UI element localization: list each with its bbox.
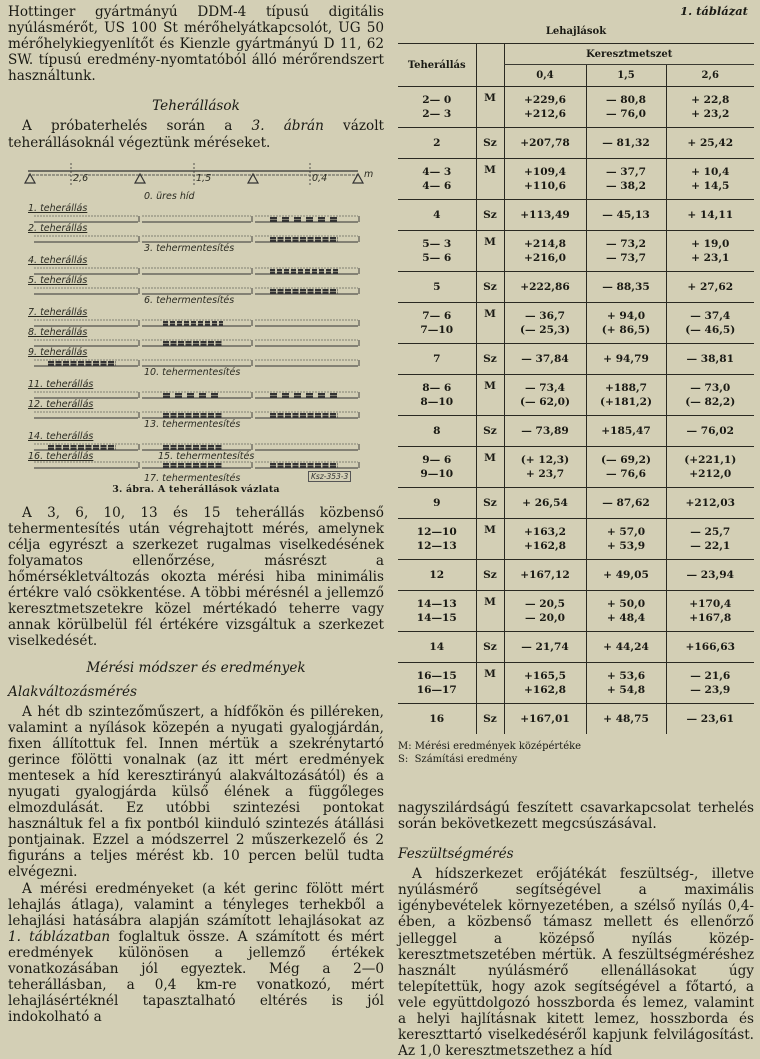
value: +162,8 [523,684,567,696]
cell-calculated-value: +185,47 [586,416,666,447]
load-position: 16—17 [416,684,457,696]
load-position: 7—10 [420,324,454,336]
header-col-1-5: 1,5 [586,65,666,87]
value: — 21,6 [690,670,731,682]
section-label: 0,4 [312,172,328,184]
unloading-label: 0. üres híd [144,190,195,202]
value: + 53,9 [606,540,646,552]
cell-measured-value [586,87,666,128]
cell-calculated-value: + 44,24 [586,632,666,663]
load-position: 14—13 [416,598,457,610]
cell-measured-value [666,663,754,704]
load-position: 16—15 [416,670,457,682]
cell-calculated-value: — 37,84 [504,344,586,375]
cell-calculated-value: +167,12 [504,560,586,591]
value: + 48,4 [606,612,646,624]
value: — 73,2 [605,238,647,250]
text-run: A mérési eredményeket (a két gerinc fölött mért lehajlás átlaga), valamint a tényleges terhekből a lehajlási hatásábra alapján számított lehajlásokat az [8,880,384,929]
table-row-measured [398,375,754,416]
cell-measured-value [586,159,666,200]
load-position-label: 4. teherállás [28,254,88,266]
value: + 53,6 [606,670,646,682]
value: +163,2 [523,526,567,538]
cell-type: Sz [476,272,504,303]
unit-label: m [364,168,374,180]
value: +110,6 [523,180,567,192]
value: — 37,7 [605,166,647,178]
figure-caption: 3. ábra. A teherállások vázlata [112,483,280,495]
cell-measured-value [504,87,586,128]
value: (+181,2) [599,396,653,408]
cell-load-positions [398,591,476,632]
unloading-label: 6. tehermentesítés [144,294,235,306]
table-body [398,87,754,735]
value: +109,4 [523,166,567,178]
cell-load-position: 4 [433,209,441,221]
cell-measured-value [666,87,754,128]
cell-load-position: 16 [429,713,445,725]
note-s: S: Számítási eredmény [398,754,518,765]
cell-calculated-value: +167,01 [504,704,586,735]
load-position-label: 16. teherállás [28,450,94,462]
table-row-calculated [398,344,754,375]
cell-measured-value [504,375,586,416]
cell-measured-value [504,591,586,632]
cell-load-position: 7 [433,353,441,365]
cell-calculated-value: +113,49 [504,200,586,231]
load-position-label: 12. teherállás [28,398,94,410]
value: — 20,5 [524,598,566,610]
cell-calculated-value: — 38,81 [666,344,754,375]
table-row-calculated [398,560,754,591]
cell-measured-value [504,663,586,704]
table-row-calculated [398,632,754,663]
table-row-measured [398,591,754,632]
figure-reference: 3. ábrán [251,118,324,135]
cell-load-positions [398,159,476,200]
value: + 19,0 [691,238,730,250]
value: +212,0 [689,468,732,480]
cell-type: Sz [476,344,504,375]
value: — 36,7 [524,310,566,322]
cell-calculated-value: +207,78 [504,128,586,159]
load-position-label: 11. teherállás [28,378,94,390]
load-position: 2— 0 [422,94,452,106]
cell-load-positions [398,447,476,488]
value: — 22,1 [690,540,731,552]
cell-type: Sz [476,200,504,231]
text-run: vázolt teherállásoknál végeztünk méréseket. [8,118,384,151]
cell-calculated-value: — 88,35 [586,272,666,303]
section-heading-method: Mérési módszer és eredmények [86,659,306,676]
load-position: 8—10 [420,396,454,408]
header-col-2-6: 2,6 [666,65,754,87]
cell-load-position: 5 [433,281,441,293]
value: +167,8 [689,612,732,624]
load-position: 14—15 [416,612,457,624]
cell-calculated-value: + 14,11 [666,200,754,231]
value: + 57,0 [606,526,646,538]
continuation-paragraph: nagyszilárdságú feszített csavarkapcsolat terhelés során bekövetkezett megcsúszásával. [398,800,754,833]
cell-type: Sz [476,560,504,591]
table-notes [398,740,754,766]
unloading-label: 17. tehermentesítés [144,472,241,484]
load-position: 4— 6 [422,180,452,192]
table-reference: 1. táblázatban [8,928,111,945]
value: + 23,2 [691,108,730,120]
value: — 38,2 [605,180,647,192]
value: — 20,0 [524,612,566,624]
cell-measured-value [666,303,754,344]
cell-calculated-value: + 26,54 [504,488,586,519]
cell-measured-value [666,159,754,200]
load-positions-paragraph [8,118,384,150]
cell-type: Sz [476,632,504,663]
value: (— 69,2) [600,454,652,466]
table-row-calculated [398,704,754,735]
cell-measured-value [586,447,666,488]
value: +170,4 [689,598,732,610]
cell-calculated-value: — 23,94 [666,560,754,591]
cell-load-positions [398,663,476,704]
value: +212,6 [523,108,567,120]
cell-load-positions [398,375,476,416]
value: (+221,1) [684,454,737,466]
cell-type: Sz [476,704,504,735]
header-col-0-4: 0,4 [504,65,586,87]
subheading-deformation: Alakváltozásmérés [8,683,137,700]
cell-measured-value [586,591,666,632]
unloading-label: 15. tehermentesítés [158,450,255,462]
cell-calculated-value: + 27,62 [666,272,754,303]
value: — 23,9 [690,684,731,696]
value: +229,6 [523,94,567,106]
value: (— 25,3) [519,324,571,336]
cell-measured-value [666,447,754,488]
leveling-paragraph: A hét db szintezőműszert, a hídfőkön és pilléreken, valamint a nyílások közepén a nyugati gyalogjárdán, fixen állítottuk fel. Innen mértük a szekrénytartó gerince fölötti vonalnak (az itt mért eredmények mentesek a híd keresztirányú alakváltozásától) és a nyugati gyalogjárda külső élének a függőleges elmozdulását. Ez utóbbi szintezési pontokat használtuk fel a fix pontból kiinduló szintezés átállási pontjainak. Ezzel a módszerrel 2 műszerkezelő és 2 figuráns a teljes mérést kb. 10 percen belül tudta elvégezni. [8,703,384,881]
cell-calculated-value: — 45,13 [586,200,666,231]
deflection-table [398,43,754,734]
cell-measured-value [586,663,666,704]
value: (+ 86,5) [601,324,651,336]
table-row-measured [398,159,754,200]
load-position-label: 5. teherállás [28,274,88,286]
cell-type: Sz [476,128,504,159]
unloading-label: 3. tehermentesítés [144,242,235,254]
cell-measured-value [666,375,754,416]
table-number: 1. táblázat [680,4,748,18]
cell-type: M [476,519,504,560]
table-row-measured [398,447,754,488]
right-column [398,4,754,1059]
cell-calculated-value: — 81,32 [586,128,666,159]
cell-load-position: 9 [433,497,441,509]
value: +162,8 [523,540,567,552]
cell-type: M [476,159,504,200]
load-position: 5— 6 [422,252,452,264]
value: — 73,7 [605,252,647,264]
table-row-measured [398,663,754,704]
load-position: 8— 6 [422,382,452,394]
load-position-label: 7. teherállás [28,306,88,318]
cell-calculated-value: + 25,42 [666,128,754,159]
cell-measured-value [504,447,586,488]
section-heading-teherallasok: Teherállások [152,98,240,115]
load-position: 12—10 [416,526,457,538]
cell-load-position: 8 [433,425,441,437]
table-row-calculated [398,200,754,231]
table-row-calculated [398,416,754,447]
load-position: 7— 6 [422,310,452,322]
subheading-stress: Feszültségmérés [398,846,514,863]
load-position: 5— 3 [422,238,452,250]
value: + 94,0 [606,310,646,322]
load-position-label: 1. teherállás [28,202,88,214]
value: +188,7 [604,382,648,394]
left-column [8,4,384,1025]
cell-load-position: 14 [429,641,445,653]
cell-measured-value [666,231,754,272]
value: +214,8 [523,238,567,250]
load-position: 9— 6 [422,454,452,466]
table-title: Lehajlások [545,26,607,37]
value: +165,5 [523,670,567,682]
cell-load-position: 2 [433,137,441,149]
cell-type: M [476,663,504,704]
header-type [476,44,504,87]
value: + 54,8 [606,684,646,696]
text-run: A próbaterhelés során a [22,118,252,135]
cell-calculated-value: — 21,74 [504,632,586,663]
value: (— 46,5) [685,324,736,336]
load-position-label: 14. teherállás [28,430,94,442]
value: — 37,4 [690,310,731,322]
load-position-label: 8. teherállás [28,326,88,338]
header-cross-section: Keresztmetszet [504,44,754,65]
results-paragraph [8,881,384,1026]
cell-measured-value [504,519,586,560]
cell-type: Sz [476,416,504,447]
table-row-measured [398,519,754,560]
load-position: 12—13 [416,540,457,552]
cell-load-positions [398,231,476,272]
value: (— 62,0) [519,396,571,408]
value: — 80,8 [605,94,647,106]
header-load-position: Teherállás [398,44,476,87]
cell-measured-value [586,375,666,416]
value: + 50,0 [606,598,646,610]
value: + 23,1 [691,252,730,264]
value: + 23,7 [525,468,565,480]
cell-type: M [476,303,504,344]
cell-type: M [476,375,504,416]
cell-calculated-value: +222,86 [504,272,586,303]
load-position: 9—10 [420,468,454,480]
value: — 25,7 [690,526,731,538]
table-row-measured [398,231,754,272]
cell-type: Sz [476,488,504,519]
cell-calculated-value: — 73,89 [504,416,586,447]
cell-type: M [476,591,504,632]
intro-paragraph: Hottinger gyártmányú DDM-4 típusú digitális nyúlásmérőt, US 100 St mérőhelyátkapcsolót, UG 50 mérőhelykiegyenlítőt és Kienzle gyártmányú D 11, 62 SW. típusú eredmény-nyomtatóból álló mérőrendszert használtunk. [8,4,384,85]
unloading-label: 13. tehermentesítés [144,418,241,430]
load-position: 2— 3 [422,108,452,120]
value: (+ 12,3) [520,454,570,466]
load-position-label: 9. teherállás [28,346,88,358]
cell-measured-value [586,303,666,344]
cell-calculated-value: + 48,75 [586,704,666,735]
section-label: 1,5 [196,172,212,184]
load-positions-figure [8,157,384,495]
table-row-measured [398,87,754,128]
table-row-measured [398,303,754,344]
cell-calculated-value: + 94,79 [586,344,666,375]
value: — 76,0 [605,108,647,120]
text-run: foglaltuk össze. A számított és mért eredmények különösen a jellemző értékek vonatkozásában jól egyeztek. Még a 2—0 teherállásban, a 0,4 km-re vonatkozó, mért lehajlásértéknél tapasztalható eltérés is jól indokolható a [8,928,384,1026]
cell-measured-value [504,159,586,200]
cell-calculated-value: — 23,61 [666,704,754,735]
cell-calculated-value: — 76,02 [666,416,754,447]
value: (— 82,2) [685,396,736,408]
value: + 10,4 [691,166,730,178]
cell-type: M [476,87,504,128]
value: + 22,8 [691,94,730,106]
unloading-label: 10. tehermentesítés [144,366,241,378]
cell-measured-value [586,231,666,272]
value: + 14,5 [691,180,730,192]
cell-load-positions [398,303,476,344]
table-row-calculated [398,128,754,159]
value: — 73,0 [690,382,731,394]
load-position-label: 2. teherállás [28,222,88,234]
cell-measured-value [666,591,754,632]
cell-measured-value [586,519,666,560]
cell-type: M [476,447,504,488]
cell-load-position: 12 [429,569,445,581]
cell-calculated-value: + 49,05 [586,560,666,591]
value: +216,0 [523,252,567,264]
stress-paragraph: A hídszerkezet erőjátékát feszültség-, illetve nyúlásmérő segítségével a maximális igénybevételek környezetében, a szélső nyílás 0,4-ében, a közbenső támasz mellett és ellenőrző jelleggel a középső nyílás közép-keresztmetszetében mértük. A feszültségméréshez használt nyúlásmérő ellenállásokat úgy telepítettük, hogy azok segítségével a főtartó, a vele együttdolgozó hosszborda és lemez, valamint a helyi hajlításnak kitett lemez, hosszborda és kereszttartó viselkedéséről kapjunk felvilágosítást. Az 1,0 keresztmetszethez a híd [398,866,754,1059]
value: — 73,4 [524,382,566,394]
cell-load-positions [398,519,476,560]
load-position: 4— 3 [422,166,452,178]
note-m: M: Mérési eredmények középértéke [398,741,582,752]
section-label: 2,6 [73,172,89,184]
table-row-calculated [398,488,754,519]
cell-measured-value [504,231,586,272]
value: — 76,6 [605,468,647,480]
cell-calculated-value: — 87,62 [586,488,666,519]
table-row-calculated [398,272,754,303]
cell-calculated-value: +166,63 [666,632,754,663]
cell-load-positions [398,87,476,128]
cell-measured-value [504,303,586,344]
cell-calculated-value: +212,03 [666,488,754,519]
intermediate-unloading-paragraph: A 3, 6, 10, 13 és 15 teherállás közbenső tehermentesítés után végrehajtott mérés, amelynek célja egyrészt a szerkezet rugalmas viselkedésének folyamatos ellenőrzése, másrészt a hőmérsékletváltozás okozta mérési hiba minimális értékre való csökkentése. A többi mérésnél a jellemző keresztmetszetekre közel mértékadó teherre vagy annak körülbelül fél értékére vizsgáltuk a szerkezet viselkedését. [8,504,384,650]
cell-measured-value [666,519,754,560]
cell-type: M [476,231,504,272]
figure-code: Ksz-353-3 [308,471,351,482]
